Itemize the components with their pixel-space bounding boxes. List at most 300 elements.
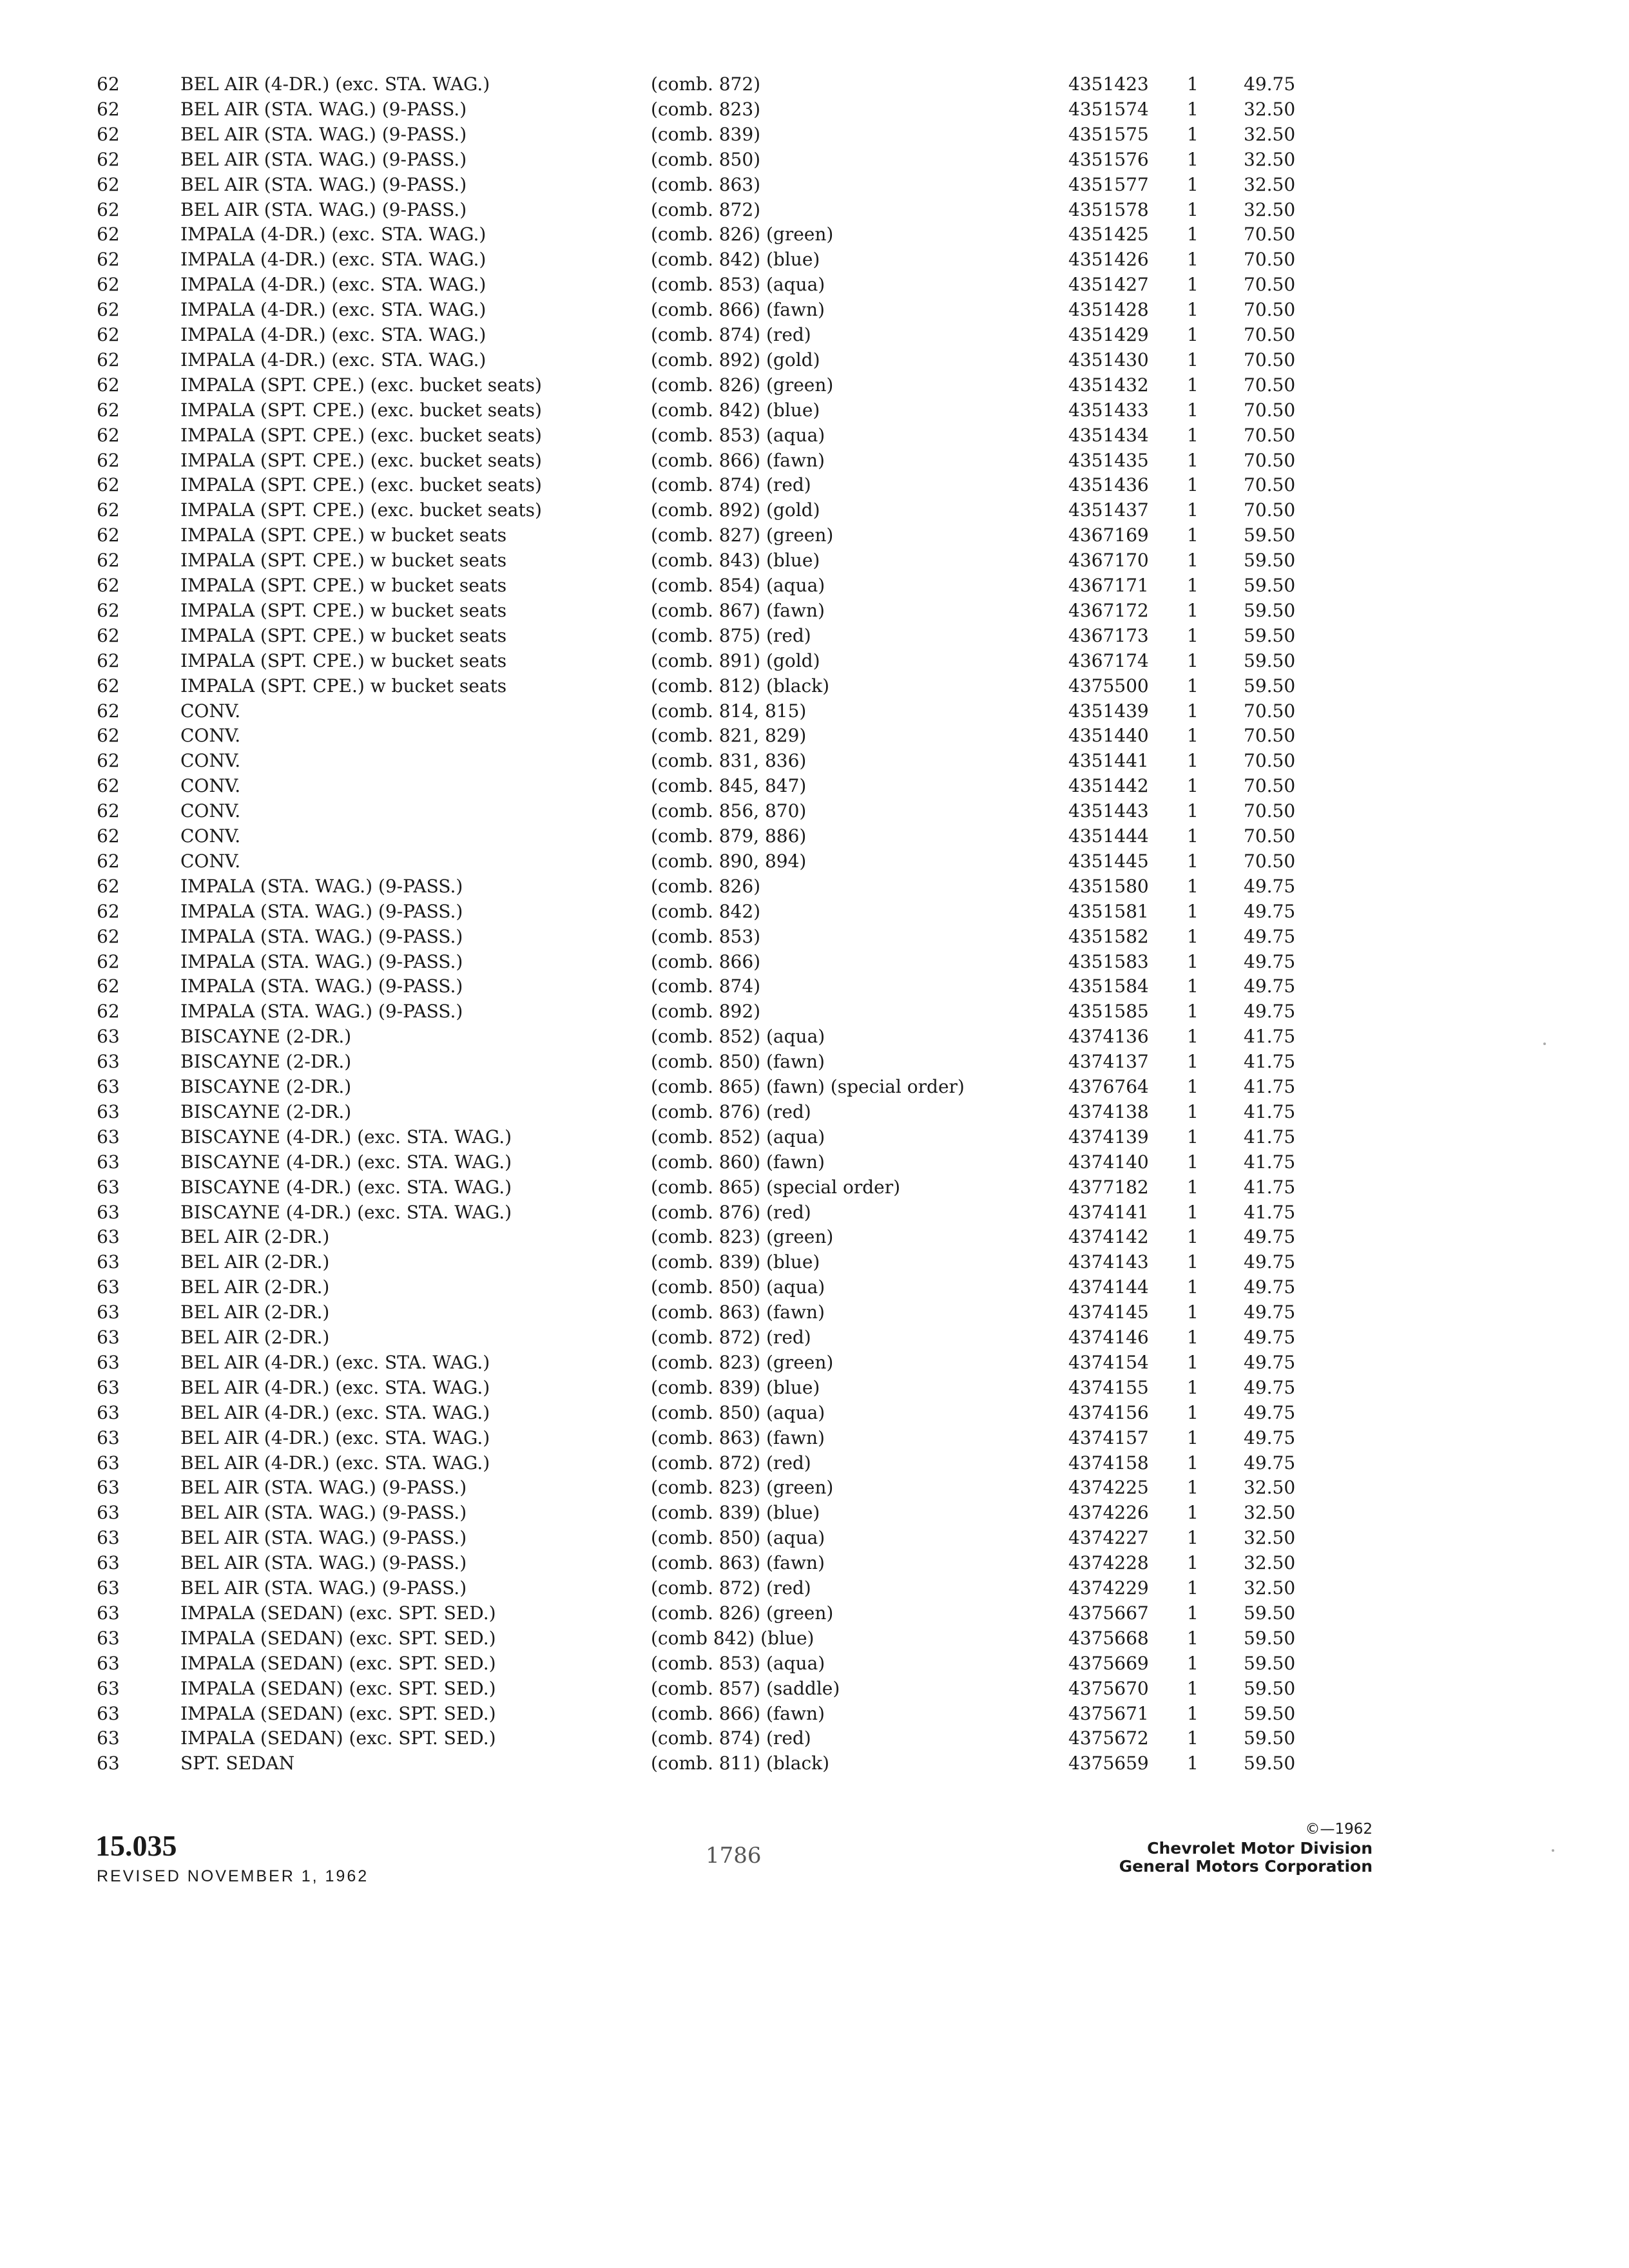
part-number: 4351440	[1068, 725, 1149, 746]
table-row	[0, 1651, 1629, 1676]
part-number: 4351437	[1068, 499, 1149, 521]
trim-combination: (comb. 823)	[651, 99, 761, 120]
price: 70.50	[1244, 399, 1296, 421]
price: 32.50	[1244, 149, 1296, 170]
price: 41.75	[1244, 1076, 1296, 1097]
model-year: 62	[97, 625, 120, 646]
model-description: IMPALA (SEDAN) (exc. SPT. SED.)	[180, 1703, 496, 1724]
price: 32.50	[1244, 1477, 1296, 1498]
table-row	[0, 373, 1629, 398]
part-number: 4367171	[1068, 575, 1149, 596]
model-description: BEL AIR (2-DR.)	[180, 1226, 330, 1247]
price: 49.75	[1244, 1251, 1296, 1273]
quantity: 1	[1187, 1101, 1199, 1122]
part-number: 4367172	[1068, 600, 1149, 621]
table-row	[0, 423, 1629, 448]
model-year: 63	[97, 1202, 120, 1223]
part-number: 4374140	[1068, 1151, 1149, 1173]
scan-speck	[1552, 1849, 1554, 1852]
table-row	[0, 950, 1629, 974]
price: 70.50	[1244, 474, 1296, 495]
price: 70.50	[1244, 374, 1296, 396]
part-number: 4374142	[1068, 1226, 1149, 1247]
price: 70.50	[1244, 800, 1296, 822]
trim-combination: (comb. 876) (red)	[651, 1101, 811, 1122]
table-row	[0, 1200, 1629, 1225]
part-number: 4374145	[1068, 1302, 1149, 1323]
quantity: 1	[1187, 1427, 1199, 1448]
table-row	[0, 824, 1629, 849]
table-row	[0, 323, 1629, 347]
quantity: 1	[1187, 349, 1199, 370]
corporation-name: General Motors Corporation	[1119, 1857, 1373, 1876]
model-description: IMPALA (SPT. CPE.) w bucket seats	[180, 600, 507, 621]
table-row	[0, 1677, 1629, 1701]
table-row	[0, 774, 1629, 798]
table-row	[0, 198, 1629, 222]
model-year: 62	[97, 399, 120, 421]
price: 70.50	[1244, 825, 1296, 847]
trim-combination: (comb. 850)	[651, 149, 761, 170]
model-year: 63	[97, 1302, 120, 1323]
part-number: 4351574	[1068, 99, 1149, 120]
trim-combination: (comb. 866) (fawn)	[651, 299, 825, 320]
model-description: CONV.	[180, 850, 241, 872]
quantity: 1	[1187, 299, 1199, 320]
part-number: 4351576	[1068, 149, 1149, 170]
model-year: 62	[97, 951, 120, 972]
model-year: 62	[97, 499, 120, 521]
part-number: 4374138	[1068, 1101, 1149, 1122]
table-row	[0, 699, 1629, 724]
model-description: BEL AIR (2-DR.)	[180, 1302, 330, 1323]
trim-combination: (comb. 874) (red)	[651, 324, 811, 345]
model-year: 62	[97, 224, 120, 245]
price: 41.75	[1244, 1051, 1296, 1072]
model-description: IMPALA (STA. WAG.) (9-PASS.)	[180, 926, 463, 947]
table-row	[0, 1501, 1629, 1525]
table-row	[0, 1300, 1629, 1325]
model-description: BEL AIR (STA. WAG.) (9-PASS.)	[180, 1527, 467, 1548]
price: 70.50	[1244, 850, 1296, 872]
table-row	[0, 1150, 1629, 1175]
table-row	[0, 1225, 1629, 1249]
model-description: BEL AIR (STA. WAG.) (9-PASS.)	[180, 1552, 467, 1573]
quantity: 1	[1187, 1577, 1199, 1599]
price: 59.50	[1244, 1678, 1296, 1699]
model-year: 63	[97, 1628, 120, 1649]
quantity: 1	[1187, 524, 1199, 546]
quantity: 1	[1187, 1251, 1199, 1273]
model-year: 62	[97, 73, 120, 95]
table-row	[0, 573, 1629, 598]
quantity: 1	[1187, 1653, 1199, 1674]
price: 59.50	[1244, 550, 1296, 571]
price: 49.75	[1244, 1452, 1296, 1474]
quantity: 1	[1187, 1527, 1199, 1548]
price: 41.75	[1244, 1101, 1296, 1122]
table-row	[0, 1576, 1629, 1600]
table-row	[0, 1376, 1629, 1400]
trim-combination: (comb. 839) (blue)	[651, 1377, 820, 1398]
part-number: 4367173	[1068, 625, 1149, 646]
table-row	[0, 1726, 1629, 1751]
model-description: IMPALA (4-DR.) (exc. STA. WAG.)	[180, 299, 487, 320]
part-number: 4351444	[1068, 825, 1149, 847]
quantity: 1	[1187, 450, 1199, 471]
quantity: 1	[1187, 149, 1199, 170]
table-row	[0, 1451, 1629, 1475]
part-number: 4351429	[1068, 324, 1149, 345]
price: 32.50	[1244, 199, 1296, 220]
quantity: 1	[1187, 274, 1199, 295]
part-number: 4374225	[1068, 1477, 1149, 1498]
trim-combination: (comb. 852) (aqua)	[651, 1126, 825, 1148]
table-row	[0, 999, 1629, 1024]
table-row	[0, 674, 1629, 698]
model-description: IMPALA (STA. WAG.) (9-PASS.)	[180, 951, 463, 972]
quantity: 1	[1187, 1352, 1199, 1373]
part-number: 4374228	[1068, 1552, 1149, 1573]
part-number: 4351443	[1068, 800, 1149, 822]
trim-combination: (comb. 814, 815)	[651, 700, 807, 722]
trim-combination: (comb 842) (blue)	[651, 1628, 815, 1649]
price: 70.50	[1244, 249, 1296, 270]
price: 59.50	[1244, 600, 1296, 621]
trim-combination: (comb. 872) (red)	[651, 1452, 811, 1474]
price: 59.50	[1244, 1602, 1296, 1624]
trim-combination: (comb. 842) (blue)	[651, 399, 820, 421]
table-row	[0, 1626, 1629, 1651]
model-year: 63	[97, 1727, 120, 1749]
model-description: IMPALA (SPT. CPE.) w bucket seats	[180, 625, 507, 646]
table-row	[0, 148, 1629, 172]
quantity: 1	[1187, 550, 1199, 571]
trim-combination: (comb. 876) (red)	[651, 1202, 811, 1223]
part-number: 4376764	[1068, 1076, 1149, 1097]
table-row	[0, 1024, 1629, 1049]
table-row	[0, 1050, 1629, 1074]
price: 59.50	[1244, 1753, 1296, 1774]
model-year: 62	[97, 926, 120, 947]
model-year: 62	[97, 800, 120, 822]
part-number: 4375659	[1068, 1753, 1149, 1774]
part-number: 4374144	[1068, 1276, 1149, 1298]
quantity: 1	[1187, 650, 1199, 671]
price: 49.75	[1244, 1327, 1296, 1348]
model-year: 62	[97, 249, 120, 270]
quantity: 1	[1187, 1151, 1199, 1173]
trim-combination: (comb. 865) (special order)	[651, 1177, 901, 1198]
model-year: 63	[97, 1552, 120, 1573]
part-number: 4351578	[1068, 199, 1149, 220]
model-description: IMPALA (4-DR.) (exc. STA. WAG.)	[180, 349, 487, 370]
quantity: 1	[1187, 174, 1199, 195]
model-description: BISCAYNE (2-DR.)	[180, 1026, 352, 1047]
price: 49.75	[1244, 951, 1296, 972]
model-description: CONV.	[180, 800, 241, 822]
table-row	[0, 1325, 1629, 1350]
trim-combination: (comb. 863) (fawn)	[651, 1552, 825, 1573]
model-description: IMPALA (SPT. CPE.) w bucket seats	[180, 550, 507, 571]
table-row	[0, 1100, 1629, 1124]
trim-combination: (comb. 865) (fawn) (special order)	[651, 1076, 965, 1097]
part-number: 4351582	[1068, 926, 1149, 947]
table-row	[0, 799, 1629, 823]
model-year: 62	[97, 274, 120, 295]
part-number: 4374226	[1068, 1502, 1149, 1523]
price: 70.50	[1244, 324, 1296, 345]
trim-combination: (comb. 856, 870)	[651, 800, 807, 822]
trim-combination: (comb. 854) (aqua)	[651, 575, 825, 596]
trim-combination: (comb. 842)	[651, 901, 761, 922]
revision-date: REVISED NOVEMBER 1, 1962	[97, 1867, 369, 1885]
model-description: BEL AIR (2-DR.)	[180, 1276, 330, 1298]
quantity: 1	[1187, 474, 1199, 495]
part-number: 4351426	[1068, 249, 1149, 270]
model-description: IMPALA (SPT. CPE.) (exc. bucket seats)	[180, 374, 542, 396]
price: 59.50	[1244, 524, 1296, 546]
model-description: BEL AIR (STA. WAG.) (9-PASS.)	[180, 1502, 467, 1523]
part-number: 4351580	[1068, 876, 1149, 897]
part-number: 4374227	[1068, 1527, 1149, 1548]
price: 59.50	[1244, 575, 1296, 596]
model-year: 63	[97, 1703, 120, 1724]
trim-combination: (comb. 853) (aqua)	[651, 1653, 825, 1674]
price: 70.50	[1244, 425, 1296, 446]
model-year: 62	[97, 149, 120, 170]
model-description: IMPALA (SPT. CPE.) w bucket seats	[180, 675, 507, 697]
table-row	[0, 649, 1629, 673]
price: 41.75	[1244, 1202, 1296, 1223]
part-number: 4367174	[1068, 650, 1149, 671]
part-number: 4351583	[1068, 951, 1149, 972]
quantity: 1	[1187, 324, 1199, 345]
part-number: 4351436	[1068, 474, 1149, 495]
price: 32.50	[1244, 1502, 1296, 1523]
quantity: 1	[1187, 1302, 1199, 1323]
quantity: 1	[1187, 750, 1199, 771]
trim-combination: (comb. 867) (fawn)	[651, 600, 825, 621]
quantity: 1	[1187, 1076, 1199, 1097]
table-row	[0, 273, 1629, 297]
price: 59.50	[1244, 675, 1296, 697]
quantity: 1	[1187, 425, 1199, 446]
price: 32.50	[1244, 1527, 1296, 1548]
model-description: BISCAYNE (4-DR.) (exc. STA. WAG.)	[180, 1202, 512, 1223]
trim-combination: (comb. 850) (aqua)	[651, 1402, 825, 1423]
trim-combination: (comb. 874)	[651, 975, 761, 997]
model-description: CONV.	[180, 775, 241, 796]
trim-combination: (comb. 866) (fawn)	[651, 450, 825, 471]
part-number: 4374155	[1068, 1377, 1149, 1398]
trim-combination: (comb. 879, 886)	[651, 825, 807, 847]
trim-combination: (comb. 872)	[651, 199, 761, 220]
model-description: IMPALA (SEDAN) (exc. SPT. SED.)	[180, 1653, 496, 1674]
quantity: 1	[1187, 1727, 1199, 1749]
part-number: 4374146	[1068, 1327, 1149, 1348]
model-description: CONV.	[180, 825, 241, 847]
trim-combination: (comb. 831, 836)	[651, 750, 807, 771]
quantity: 1	[1187, 700, 1199, 722]
model-year: 62	[97, 850, 120, 872]
model-year: 62	[97, 775, 120, 796]
part-number: 4374137	[1068, 1051, 1149, 1072]
model-year: 62	[97, 349, 120, 370]
model-year: 63	[97, 1377, 120, 1398]
trim-combination: (comb. 860) (fawn)	[651, 1151, 825, 1173]
model-year: 63	[97, 1226, 120, 1247]
model-year: 63	[97, 1101, 120, 1122]
table-row	[0, 448, 1629, 473]
price: 59.50	[1244, 1703, 1296, 1724]
part-number: 4367170	[1068, 550, 1149, 571]
table-row	[0, 899, 1629, 924]
model-description: BEL AIR (STA. WAG.) (9-PASS.)	[180, 199, 467, 220]
trim-combination: (comb. 850) (fawn)	[651, 1051, 825, 1072]
model-description: IMPALA (SEDAN) (exc. SPT. SED.)	[180, 1602, 496, 1624]
model-description: IMPALA (SPT. CPE.) w bucket seats	[180, 650, 507, 671]
model-year: 63	[97, 1276, 120, 1298]
price: 41.75	[1244, 1126, 1296, 1148]
price: 49.75	[1244, 901, 1296, 922]
part-number: 4351430	[1068, 349, 1149, 370]
model-year: 62	[97, 124, 120, 145]
trim-combination: (comb. 823) (green)	[651, 1477, 834, 1498]
table-row	[0, 298, 1629, 322]
part-number: 4351423	[1068, 73, 1149, 95]
table-row	[0, 523, 1629, 548]
price: 49.75	[1244, 975, 1296, 997]
quantity: 1	[1187, 1753, 1199, 1774]
model-description: IMPALA (SEDAN) (exc. SPT. SED.)	[180, 1678, 496, 1699]
division-name: Chevrolet Motor Division	[1147, 1839, 1373, 1858]
model-year: 63	[97, 1126, 120, 1148]
model-description: BEL AIR (STA. WAG.) (9-PASS.)	[180, 124, 467, 145]
model-description: BEL AIR (4-DR.) (exc. STA. WAG.)	[180, 1427, 490, 1448]
table-row	[0, 1551, 1629, 1575]
model-year: 63	[97, 1402, 120, 1423]
table-row	[0, 1125, 1629, 1149]
table-row	[0, 548, 1629, 573]
price: 70.50	[1244, 499, 1296, 521]
trim-combination: (comb. 872) (red)	[651, 1327, 811, 1348]
model-year: 63	[97, 1352, 120, 1373]
model-description: BEL AIR (STA. WAG.) (9-PASS.)	[180, 149, 467, 170]
price: 49.75	[1244, 1276, 1296, 1298]
price: 70.50	[1244, 224, 1296, 245]
quantity: 1	[1187, 901, 1199, 922]
quantity: 1	[1187, 675, 1199, 697]
part-number: 4374158	[1068, 1452, 1149, 1474]
trim-combination: (comb. 823) (green)	[651, 1226, 834, 1247]
part-number: 4374229	[1068, 1577, 1149, 1599]
table-row	[0, 1751, 1629, 1776]
table-row	[0, 398, 1629, 423]
price: 49.75	[1244, 926, 1296, 947]
trim-combination: (comb. 812) (black)	[651, 675, 830, 697]
table-row	[0, 498, 1629, 523]
model-year: 62	[97, 550, 120, 571]
model-year: 63	[97, 1653, 120, 1674]
model-year: 63	[97, 1026, 120, 1047]
trim-combination: (comb. 875) (red)	[651, 625, 811, 646]
part-number: 4375500	[1068, 675, 1149, 697]
model-year: 62	[97, 374, 120, 396]
table-row	[0, 122, 1629, 147]
part-number: 4351584	[1068, 975, 1149, 997]
part-number: 4351442	[1068, 775, 1149, 796]
model-description: CONV.	[180, 750, 241, 771]
model-year: 62	[97, 425, 120, 446]
model-description: BEL AIR (STA. WAG.) (9-PASS.)	[180, 174, 467, 195]
model-year: 62	[97, 825, 120, 847]
trim-combination: (comb. 842) (blue)	[651, 249, 820, 270]
price: 70.50	[1244, 274, 1296, 295]
model-description: IMPALA (SPT. CPE.) (exc. bucket seats)	[180, 450, 542, 471]
quantity: 1	[1187, 975, 1199, 997]
quantity: 1	[1187, 1202, 1199, 1223]
part-number: 4351425	[1068, 224, 1149, 245]
part-number: 4375668	[1068, 1628, 1149, 1649]
table-row	[0, 1075, 1629, 1099]
part-number: 4374157	[1068, 1427, 1149, 1448]
price: 49.75	[1244, 1226, 1296, 1247]
part-number: 4374139	[1068, 1126, 1149, 1148]
model-year: 63	[97, 1151, 120, 1173]
part-number: 4377182	[1068, 1177, 1149, 1198]
model-description: IMPALA (SPT. CPE.) w bucket seats	[180, 575, 507, 596]
trim-combination: (comb. 853) (aqua)	[651, 274, 825, 295]
model-description: BEL AIR (4-DR.) (exc. STA. WAG.)	[180, 73, 490, 95]
quantity: 1	[1187, 73, 1199, 95]
model-description: BISCAYNE (4-DR.) (exc. STA. WAG.)	[180, 1126, 512, 1148]
model-year: 63	[97, 1602, 120, 1624]
model-year: 62	[97, 1001, 120, 1022]
part-number: 4374141	[1068, 1202, 1149, 1223]
table-row	[0, 222, 1629, 247]
trim-combination: (comb. 890, 894)	[651, 850, 807, 872]
trim-combination: (comb. 823) (green)	[651, 1352, 834, 1373]
model-year: 62	[97, 299, 120, 320]
table-row	[0, 1401, 1629, 1425]
quantity: 1	[1187, 499, 1199, 521]
model-year: 63	[97, 1427, 120, 1448]
quantity: 1	[1187, 575, 1199, 596]
model-description: IMPALA (STA. WAG.) (9-PASS.)	[180, 1001, 463, 1022]
part-number: 4351439	[1068, 700, 1149, 722]
quantity: 1	[1187, 1177, 1199, 1198]
price: 59.50	[1244, 1628, 1296, 1649]
model-year: 62	[97, 650, 120, 671]
trim-combination: (comb. 853) (aqua)	[651, 425, 825, 446]
part-number: 4374156	[1068, 1402, 1149, 1423]
model-description: BEL AIR (4-DR.) (exc. STA. WAG.)	[180, 1377, 490, 1398]
model-year: 62	[97, 876, 120, 897]
model-description: IMPALA (SPT. CPE.) (exc. bucket seats)	[180, 499, 542, 521]
model-year: 63	[97, 1177, 120, 1198]
part-number: 4351445	[1068, 850, 1149, 872]
price: 32.50	[1244, 1577, 1296, 1599]
quantity: 1	[1187, 625, 1199, 646]
model-description: BEL AIR (2-DR.)	[180, 1251, 330, 1273]
table-row	[0, 348, 1629, 372]
quantity: 1	[1187, 850, 1199, 872]
quantity: 1	[1187, 124, 1199, 145]
model-description: IMPALA (STA. WAG.) (9-PASS.)	[180, 975, 463, 997]
price: 32.50	[1244, 99, 1296, 120]
quantity: 1	[1187, 775, 1199, 796]
